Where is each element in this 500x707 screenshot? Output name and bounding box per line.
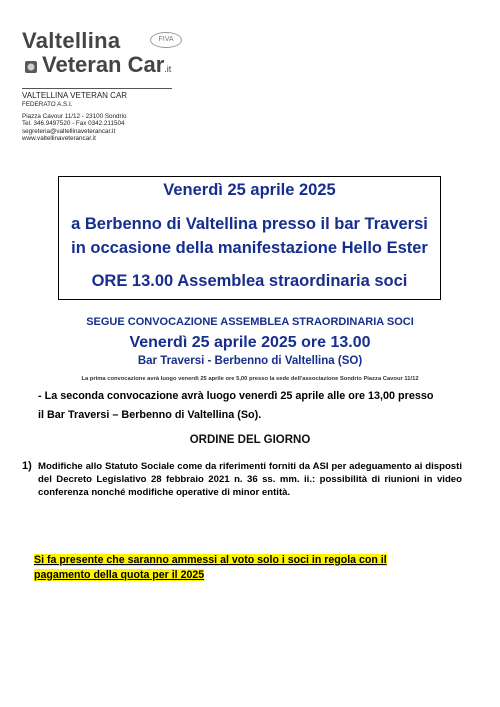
address-block (22, 91, 127, 143)
convocation-place: Bar Traversi - Berbenno di Valtellina (SO) (137, 355, 363, 367)
logo-line-2: Veteran Car.it (42, 52, 172, 77)
phone-fax: Tel. 346.9497520 - Fax 0342.211504 (22, 120, 125, 128)
logo-line-1: Valtellina (22, 28, 121, 53)
website: www.valtellinaveterancar.it (22, 135, 96, 143)
club-logo (22, 28, 182, 80)
convocation-heading: SEGUE CONVOCAZIONE ASSEMBLEA STRAORDINARIA SOCI (86, 316, 414, 328)
street-address: Piazza Cavour 11/12 - 23100 Sondrio (22, 112, 127, 120)
voting-note (34, 553, 464, 582)
second-call (38, 387, 468, 425)
voting-note-line-2: pagamento della quota per il 2025 (34, 568, 205, 581)
first-call-note: La prima convocazione avrà luogo venerdì 25 aprile ore 5,00 presso la sede dell'associazione Sondrio Piazza Cavour 11/12 (81, 376, 419, 382)
email-address: segreteria@valtellinaveterancar.it (22, 127, 116, 135)
banner-location: a Berbenno di Valtellina presso il bar Traversi (71, 215, 428, 233)
banner-occasion: in occasione della manifestazione Hello Ester (71, 239, 428, 257)
agenda-item-text: Modifiche allo Statuto Sociale come da riferimenti forniti da ASI per adeguamento ai disposti del Decreto Legislativo 28 febbraio 2021 n. 36 ss. mm. ii.: possibilità di riunioni in video conferenza nonché modifiche operative di minor entità. (38, 461, 462, 499)
voting-note-line-1: Si fa presente che saranno ammessi al voto solo i soci in regola con il (34, 554, 387, 566)
convocation-date-time: Venerdì 25 aprile 2025 ore 13.00 (129, 334, 371, 351)
org-name: VALTELLINA VETERAN CAR (22, 91, 128, 100)
event-banner (58, 176, 441, 300)
car-emblem-icon (24, 60, 38, 74)
banner-date: Venerdì 25 aprile 2025 (163, 181, 336, 199)
agenda-item-number: 1) (22, 460, 32, 472)
address-divider (22, 88, 172, 89)
banner-time: ORE 13.00 Assemblea straordinaria soci (91, 272, 408, 290)
agenda-title: ORDINE DEL GIORNO (189, 434, 311, 446)
second-call-line-2: il Bar Traversi – Berbenno di Valtellina (So). (38, 409, 262, 421)
second-call-line-1: - La seconda convocazione avrà luogo venerdì 25 aprile alle ore 13,00 presso (38, 390, 434, 402)
federation: FEDERATO A.S.I. (22, 101, 73, 108)
fiva-badge: FIVA (150, 32, 182, 48)
